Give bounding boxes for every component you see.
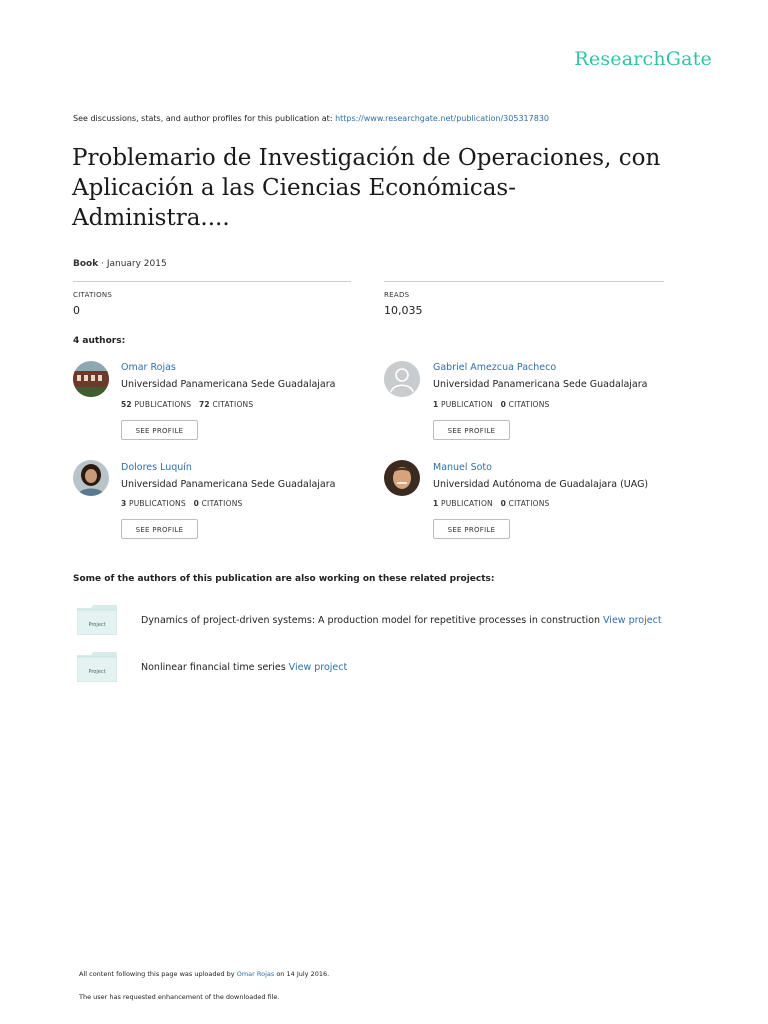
title-line: Administra.... <box>72 205 230 231</box>
project-title: Dynamics of project-driven systems: A production model for repetitive processes in construction <box>141 615 600 626</box>
publications-label: PUBLICATION <box>441 499 493 508</box>
publication-type: Book <box>73 259 99 269</box>
man-photo-avatar[interactable] <box>384 460 420 496</box>
related-project-item <box>141 662 347 673</box>
author-name-link[interactable]: Gabriel Amezcua Pacheco <box>433 362 557 373</box>
publication-title <box>72 143 712 233</box>
author-institution: Universidad Panamericana Sede Guadalajara <box>121 479 336 490</box>
citations-label: CITATIONS <box>212 400 254 409</box>
reads-label: READS <box>384 291 410 299</box>
uploader-link[interactable]: Omar Rojas <box>236 970 275 978</box>
reads-value: 10,035 <box>384 304 423 317</box>
publication-url-link[interactable]: https://www.researchgate.net/publication/305317830 <box>335 114 549 123</box>
project-folder-icon <box>77 652 117 682</box>
publications-label: PUBLICATIONS <box>129 499 186 508</box>
author-stats <box>121 400 253 409</box>
publications-count: 52 <box>121 400 132 409</box>
upload-note-suffix: on 14 July 2016. <box>274 970 330 978</box>
researchgate-logo[interactable]: ResearchGate <box>574 48 712 70</box>
man-photo-icon <box>384 460 420 496</box>
upload-note-prefix: All content following this page was uploaded by <box>79 970 237 978</box>
citations-count: 0 <box>500 400 507 409</box>
author-institution: Universidad Panamericana Sede Guadalajara <box>433 379 648 390</box>
author-name-link[interactable]: Omar Rojas <box>121 362 176 373</box>
building-photo-icon <box>73 361 109 397</box>
citations-count: 72 <box>199 400 210 409</box>
see-profile-button[interactable]: SEE PROFILE <box>433 519 510 539</box>
author-name-link[interactable]: Dolores Luquín <box>121 462 192 473</box>
project-title: Nonlinear financial time series <box>141 662 286 673</box>
publications-label: PUBLICATION <box>441 400 493 409</box>
citations-label: CITATIONS <box>508 499 550 508</box>
see-profile-button[interactable]: SEE PROFILE <box>121 420 198 440</box>
authors-heading: 4 authors: <box>73 336 126 346</box>
disclaimer <box>73 114 549 123</box>
citations-label: CITATIONS <box>201 499 243 508</box>
woman-photo-icon <box>73 460 109 496</box>
author-stats <box>433 499 550 508</box>
view-project-link[interactable]: View project <box>288 662 348 673</box>
project-icon-label: Project <box>88 669 106 675</box>
see-profile-button[interactable]: SEE PROFILE <box>433 420 510 440</box>
title-line: Aplicación a las Ciencias Económicas- <box>72 175 517 201</box>
default-user-avatar[interactable] <box>384 361 420 397</box>
view-project-link[interactable]: View project <box>603 615 662 626</box>
citations-label: CITATIONS <box>73 291 113 299</box>
divider <box>73 281 351 282</box>
user-silhouette-icon <box>384 361 420 397</box>
citations-count: 0 <box>500 499 507 508</box>
title-line: Problemario de Investigación de Operaciones, con <box>72 145 661 171</box>
author-stats <box>121 499 242 508</box>
related-project-item <box>141 615 662 626</box>
related-projects-heading: Some of the authors of this publication are also working on these related projects: <box>73 574 495 584</box>
publication-date: · January 2015 <box>101 259 167 269</box>
publications-count: 3 <box>121 499 127 508</box>
author-institution: Universidad Autónoma de Guadalajara (UAG) <box>433 479 649 490</box>
author-institution: Universidad Panamericana Sede Guadalajara <box>121 379 336 390</box>
see-profile-button[interactable]: SEE PROFILE <box>121 519 198 539</box>
publications-count: 1 <box>433 400 439 409</box>
building-photo-avatar[interactable] <box>73 361 109 397</box>
author-name-link[interactable]: Manuel Soto <box>433 462 492 473</box>
publications-label: PUBLICATIONS <box>134 400 192 409</box>
woman-photo-avatar[interactable] <box>73 460 109 496</box>
upload-note <box>79 970 329 978</box>
publications-count: 1 <box>433 499 439 508</box>
divider <box>384 281 664 282</box>
disclaimer-text: See discussions, stats, and author profiles for this publication at: <box>73 114 336 123</box>
enhancement-note: The user has requested enhancement of the downloaded file. <box>79 993 280 1001</box>
citations-count: 0 <box>193 499 200 508</box>
project-folder-icon <box>77 605 117 635</box>
citations-value: 0 <box>73 304 80 317</box>
project-icon-label: Project <box>88 622 106 628</box>
citations-label: CITATIONS <box>508 400 550 409</box>
author-stats <box>433 400 550 409</box>
publication-meta <box>73 259 167 269</box>
